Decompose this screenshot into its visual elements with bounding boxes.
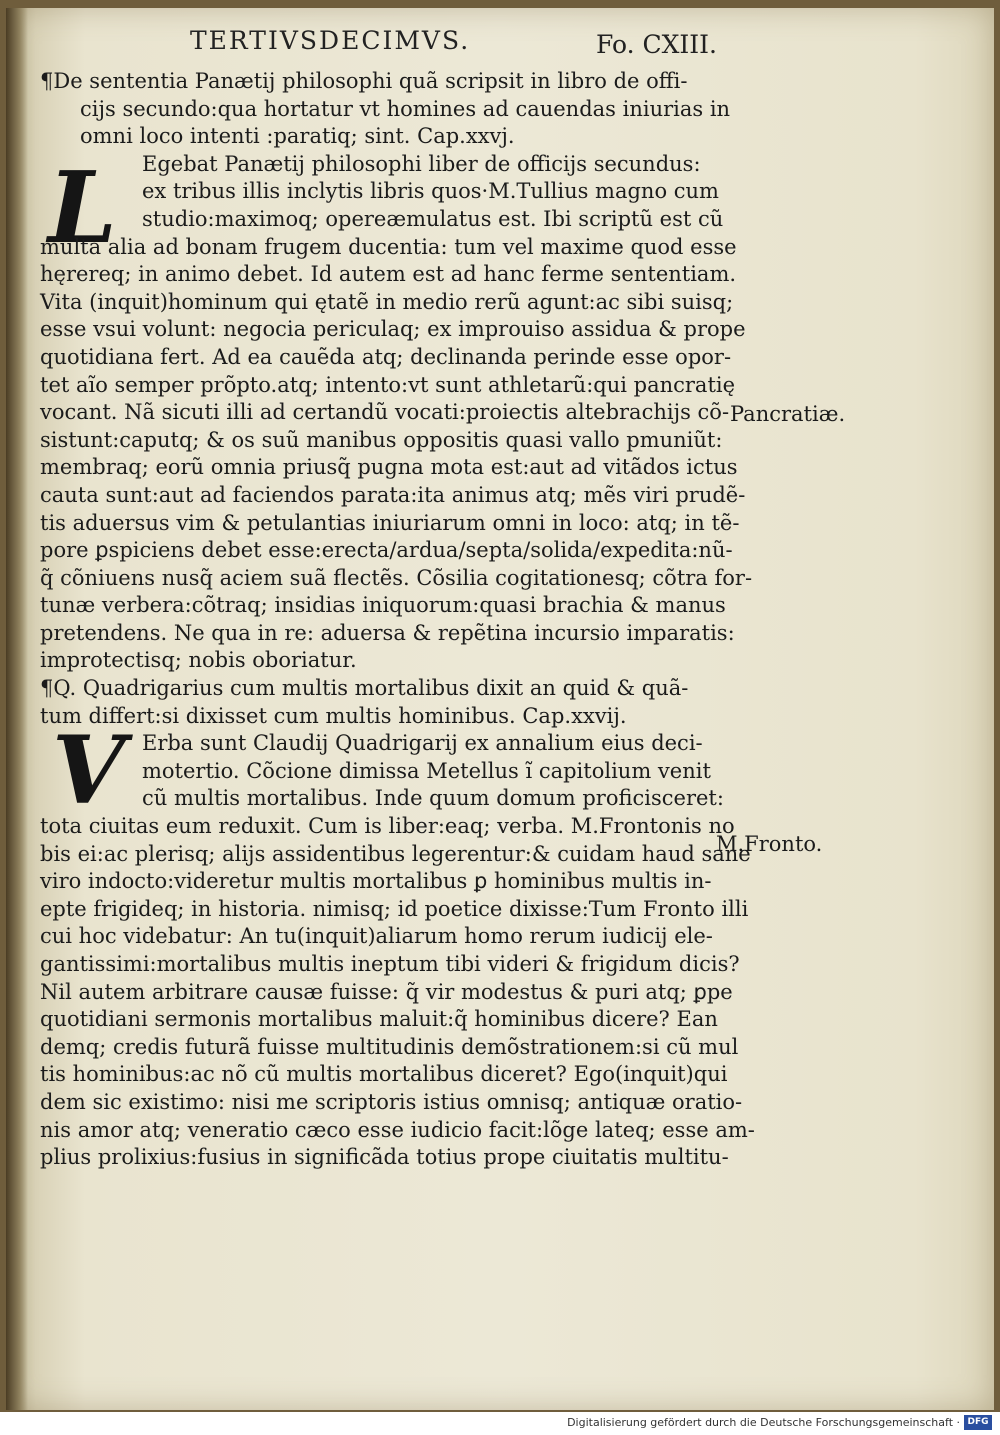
text-line: ex tribus illis inclytis libris quos·M.Tullius magno cum	[142, 179, 719, 204]
text-line: tis hominibus:ac nõ cũ multis mortalibus diceret? Ego(inquit)qui	[40, 1062, 728, 1087]
text-line: demq; credis futurã fuisse multitudinis demõstrationem:si cũ mul	[40, 1034, 739, 1059]
text-line: hęrereq; in animo debet. Id autem est ad hanc ferme sententiam.	[40, 262, 737, 287]
text-line: tunæ verbera:cõtraq; insidias iniquorum:quasi brachia & manus	[40, 593, 726, 618]
text-line: bis ei:ac plerisq; alijs assidentibus legerentur:& cuidam haud sane	[40, 841, 751, 866]
text-line: multa alia ad bonam frugem ducentia: tum vel maxime quod esse	[40, 234, 737, 259]
text-line: Egebat Panætij philosophi liber de officijs secundus:	[142, 151, 701, 176]
text-line: ¶Q. Quadrigarius cum multis mortalibus dixit an quid & quã-	[40, 676, 689, 701]
text-line: improtectisq; nobis oboriatur.	[40, 648, 357, 673]
text-line: viro indocto:videretur multis mortalibus ꝑ hominibus multis in-	[40, 869, 712, 894]
text-line: cauta sunt:aut ad faciendos parata:ita animus atq; mẽs viri prudẽ-	[40, 482, 746, 507]
text-line: plius prolixius:fusius in significãda totius prope ciuitatis multitu-	[40, 1145, 729, 1170]
text-line: epte frigideq; in historia. nimisq; id poetice dixisse:Tum Fronto illi	[40, 896, 749, 921]
text-line: motertio. Cõcione dimissa Metellus ĩ capitolium venit	[142, 758, 711, 783]
page-gutter	[6, 8, 28, 1410]
text-line: nis amor atq; veneratio cæco esse iudicio facit:lõge lateq; esse am-	[40, 1117, 755, 1142]
folio-number: Fo. CXIII.	[596, 30, 717, 59]
text-line: Vita (inquit)hominum qui ętatẽ in medio rerũ agunt:ac sibi suisq;	[40, 289, 734, 314]
text-line: Erba sunt Claudij Quadrigarij ex annalium eius deci-	[142, 731, 703, 756]
text-line: quotidiana fert. Ad ea cauẽda atq; declinanda perinde esse opor-	[40, 344, 732, 369]
drop-cap-v: V	[52, 716, 125, 826]
text-line: cui hoc videbatur: An tu(inquit)aliarum homo rerum iudicij ele-	[40, 924, 713, 949]
text-line: cũ multis mortalibus. Inde quum domum proficisceret:	[142, 786, 724, 811]
text-line: omni loco intenti :paratiq; sint. Cap.xxvj.	[80, 124, 515, 149]
digitization-footer	[0, 1412, 1000, 1435]
text-line: quotidiani sermonis mortalibus maluit:q̃ hominibus dicere? Ean	[40, 1007, 718, 1032]
text-line: esse vsui volunt: negocia periculaq; ex improuiso assidua & prope	[40, 317, 746, 342]
text-line: tis aduersus vim & petulantias iniuriarum omni in loco: atq; in tẽ-	[40, 510, 740, 535]
marginal-note-pancratiae: Pancratiæ.	[730, 402, 846, 426]
text-line: pretendens. Ne qua in re: aduersa & repẽtina incursio imparatis:	[40, 620, 735, 645]
text-line: membraq; eorũ omnia priusq̃ pugna mota est:aut ad vitãdos ictus	[40, 455, 738, 480]
text-line: vocant. Nã sicuti illi ad certandũ vocati:proiectis altebrachijs cõ-	[40, 400, 730, 425]
text-line: dem sic existimo: nisi me scriptoris istius omnisq; antiquæ oratio-	[40, 1089, 743, 1114]
text-line: tota ciuitas eum reduxit. Cum is liber:eaq; verba. M.Frontonis no	[40, 814, 735, 839]
text-line: sistunt:caputq; & os suũ manibus oppositis quasi vallo pmuniũt:	[40, 427, 723, 452]
marginal-note-fronto: M.Fronto.	[716, 832, 823, 856]
text-line: tet aĩo semper prõpto.atq; intento:vt sunt athletarũ:qui pancratię	[40, 372, 736, 397]
footer-credit: Digitalisierung gefördert durch die Deutsche Forschungsgemeinschaft ·	[567, 1416, 960, 1429]
text-line: studio:maximoq; opereæmulatus est. Ibi scriptũ est cũ	[142, 206, 724, 231]
text-line: tum differt:si dixisset cum multis hominibus. Cap.xxvij.	[40, 703, 627, 728]
main-text-block	[40, 68, 755, 1172]
text-line: gantissimi:mortalibus multis ineptum tibi videri & frigidum dicis?	[40, 952, 740, 976]
running-head: TERTIVSDECIMVS.	[190, 26, 471, 55]
dfg-logo[interactable]: DFG	[964, 1415, 992, 1430]
text-line: Nil autem arbitrare causæ fuisse: q̃ vir modestus & puri atq; ꝑpe	[40, 979, 733, 1004]
text-line: ¶De sententia Panætij philosophi quã scripsit in libro de offi-	[40, 69, 688, 93]
text-line: pore ꝑspiciens debet esse:erecta/ardua/septa/solida/expedita:nũ-	[40, 538, 733, 563]
text-line: cijs secundo:qua hortatur vt homines ad cauendas iniurias in	[80, 96, 731, 121]
drop-cap-l: L	[48, 151, 117, 266]
text-line: q̃ cõniuens nusq̃ aciem suã flectẽs. Cõsilia cogitationesq; cõtra for-	[40, 565, 753, 590]
